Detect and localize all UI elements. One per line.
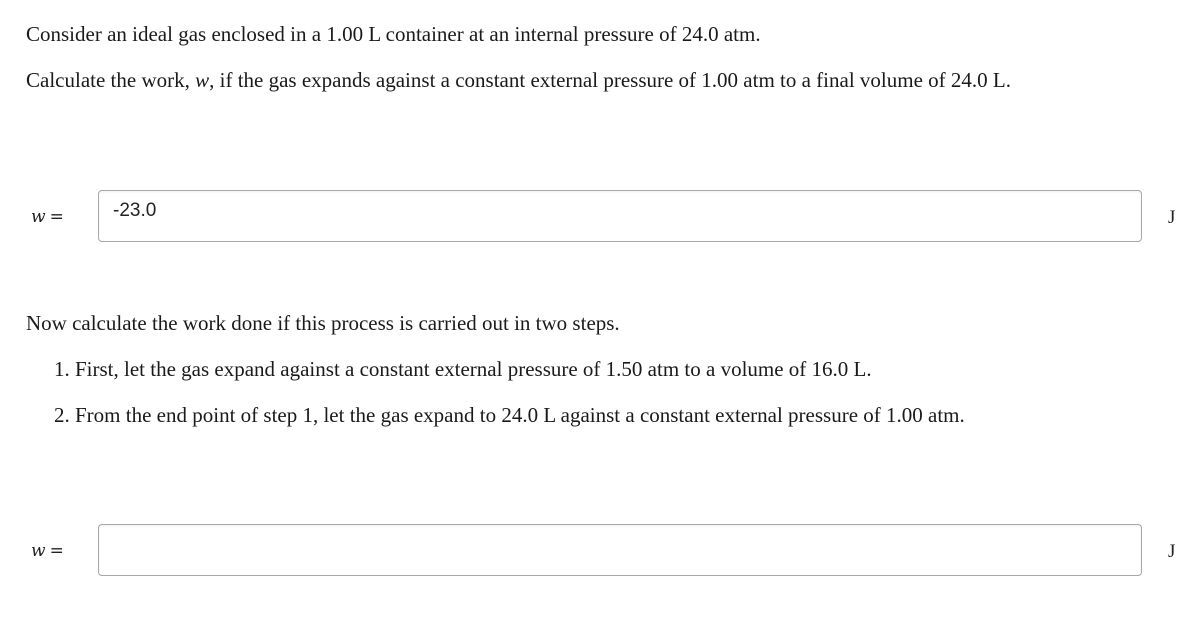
step-item-1: 1. First, let the gas expand against a constant external pressure of 1.50 atm to a volume of 16.0 L.: [54, 357, 872, 381]
work-answer-input-1[interactable]: [98, 190, 1142, 242]
unit-label-2: J: [1168, 541, 1176, 562]
answer-label-2: [31, 541, 64, 561]
answer-label-1: [31, 207, 64, 227]
answer-row-1: [0, 190, 1195, 244]
work-answer-input-2[interactable]: [98, 524, 1142, 576]
unit-label-1: J: [1168, 207, 1176, 228]
prompt-text-end: , if the gas expands against a constant external pressure of 1.00 atm to a final volume of 24.0 L.: [209, 68, 1011, 92]
prompt-variable: w: [195, 68, 210, 92]
question-prompt: [26, 68, 1011, 93]
answer-label-var: w: [31, 207, 46, 227]
answer-label-equals: =: [49, 207, 64, 227]
step-item-2: 2. From the end point of step 1, let the gas expand to 24.0 L against a constant external pressure of 1.00 atm.: [54, 403, 965, 427]
question-intro: Consider an ideal gas enclosed in a 1.00 L container at an internal pressure of 24.0 atm.: [26, 22, 761, 46]
answer-label-var: w: [31, 541, 46, 561]
answer-label-equals: =: [49, 541, 64, 561]
answer-row-2: [0, 524, 1195, 578]
prompt-text-start: Calculate the work,: [26, 68, 196, 92]
part2-intro: Now calculate the work done if this process is carried out in two steps.: [26, 311, 620, 335]
